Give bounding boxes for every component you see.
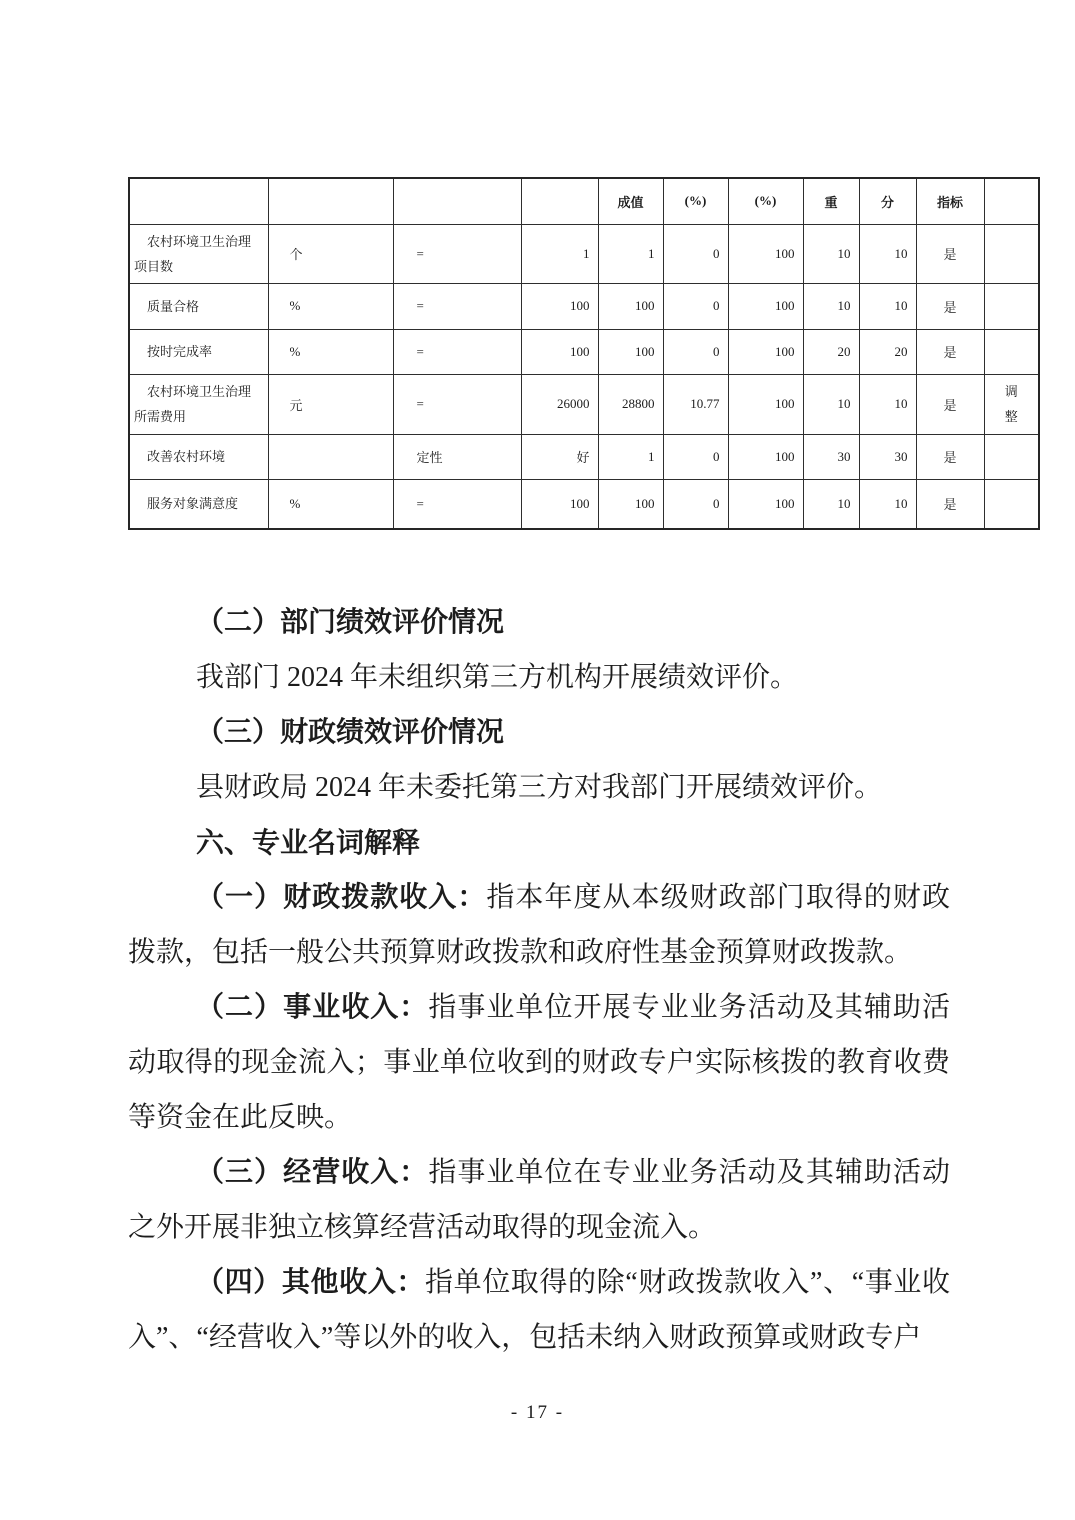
cell-score: 10 [859,283,916,329]
cell-nature: 定性 [393,434,521,479]
cell-indicator-name: 按时完成率 [129,329,268,374]
cell-rate: 100 [728,224,803,283]
cell-indicator-name: 农村环境卫生治理项目数 [129,224,268,283]
cell-rate: 100 [728,434,803,479]
section-heading-terms: 六、专业名词解释 [196,827,421,858]
definition-operating-income-public [128,980,950,1145]
header-cell-adjust [984,178,1039,224]
cell-unit: 元 [268,374,393,434]
cell-unit: % [268,329,393,374]
cell-adjust [984,329,1039,374]
cell-deviation: 0 [663,329,728,374]
cell-nature: = [393,329,521,374]
cell-adjust [984,374,1039,434]
definition-term: （三）经营收入： [196,1157,429,1188]
cell-weight: 10 [803,224,859,283]
cell-flag: 是 [916,479,984,529]
cell-flag: 是 [916,434,984,479]
section-heading-dept-evaluation: （二）部门绩效评价情况 [196,607,505,638]
cell-deviation: 0 [663,224,728,283]
cell-target: 100 [521,479,598,529]
definition-text: 指事业单位开展专业业务活动及其辅助活动取得的现金流入；事业单位收到的财政专户实际核拨的教育收费等资金在此反映。 [128,992,950,1133]
header-cell-weight: 重 [803,178,859,224]
cell-target: 100 [521,329,598,374]
section-heading-finance-evaluation: （三）财政绩效评价情况 [196,717,505,748]
cell-unit: % [268,479,393,529]
cell-unit [268,434,393,479]
table-row [129,434,1039,479]
cell-weight: 10 [803,283,859,329]
definition-fiscal-appropriation-income [128,870,950,980]
cell-weight: 30 [803,434,859,479]
cell-actual: 1 [598,224,663,283]
cell-unit: 个 [268,224,393,283]
table-row [129,329,1039,374]
paragraph-dept-evaluation: 我部门 2024 年未组织第三方机构开展绩效评价。 [196,662,799,693]
cell-deviation: 0 [663,283,728,329]
cell-flag: 是 [916,224,984,283]
cell-nature: = [393,224,521,283]
cell-indicator-name: 农村环境卫生治理所需费用 [129,374,268,434]
table-row [129,224,1039,283]
definition-text: 指事业单位在专业业务活动及其辅助活动之外开展非独立核算经营活动取得的现金流入。 [128,1157,950,1243]
cell-score: 30 [859,434,916,479]
cell-target: 26000 [521,374,598,434]
cell-rate: 100 [728,329,803,374]
cell-weight: 10 [803,479,859,529]
header-cell-unit [268,178,393,224]
table-header-row [129,178,1039,224]
cell-flag: 是 [916,374,984,434]
table-row [129,283,1039,329]
definition-term: （一）财政拨款收入： [196,882,487,913]
definition-text: 指单位取得的除“财政拨款收入”、“事业收入”、“经营收入”等以外的收入，包括未纳入财政预算或财政专户 [128,1267,950,1353]
cell-score: 10 [859,374,916,434]
paragraph-finance-evaluation: 县财政局 2024 年未委托第三方对我部门开展绩效评价。 [196,772,883,803]
cell-actual: 100 [598,479,663,529]
header-cell-rate-pct: (%) [728,178,803,224]
header-cell-score: 分 [859,178,916,224]
cell-adjust [984,434,1039,479]
cell-target: 1 [521,224,598,283]
cell-weight: 10 [803,374,859,434]
cell-score: 10 [859,224,916,283]
cell-deviation: 0 [663,434,728,479]
cell-flag: 是 [916,329,984,374]
cell-actual: 28800 [598,374,663,434]
cell-score: 10 [859,479,916,529]
header-cell-target [521,178,598,224]
cell-adjust [984,479,1039,529]
cell-indicator-name: 改善农村环境 [129,434,268,479]
body-text-block [128,595,950,1365]
definition-other-income [128,1255,950,1365]
page-number: - 17 - [510,1402,565,1423]
cell-unit: % [268,283,393,329]
cell-deviation: 10.77 [663,374,728,434]
cell-actual: 100 [598,329,663,374]
cell-nature: = [393,374,521,434]
table-row [129,479,1039,529]
header-cell-nature [393,178,521,224]
definition-term: （二）事业收入： [196,992,429,1023]
cell-adjust [984,283,1039,329]
header-cell-flag: 指标 [916,178,984,224]
performance-indicator-table [128,177,1040,530]
cell-rate: 100 [728,374,803,434]
header-cell-indicator-name [129,178,268,224]
definition-text: 指本年度从本级财政部门取得的财政拨款，包括一般公共预算财政拨款和政府性基金预算财政拨款。 [128,882,950,968]
table-row [129,374,1039,434]
cell-deviation: 0 [663,479,728,529]
definition-business-income [128,1145,950,1255]
cell-target: 好 [521,434,598,479]
header-cell-actual: 成值 [598,178,663,224]
cell-indicator-name: 质量合格 [129,283,268,329]
cell-nature: = [393,479,521,529]
cell-actual: 100 [598,283,663,329]
header-cell-deviation-pct: (%) [663,178,728,224]
cell-adjust-text: 调整 [1004,384,1018,424]
definition-term: （四）其他收入： [196,1267,425,1298]
cell-rate: 100 [728,479,803,529]
cell-rate: 100 [728,283,803,329]
cell-indicator-name: 服务对象满意度 [129,479,268,529]
cell-actual: 1 [598,434,663,479]
cell-flag: 是 [916,283,984,329]
cell-nature: = [393,283,521,329]
cell-score: 20 [859,329,916,374]
cell-target: 100 [521,283,598,329]
cell-adjust [984,224,1039,283]
cell-weight: 20 [803,329,859,374]
